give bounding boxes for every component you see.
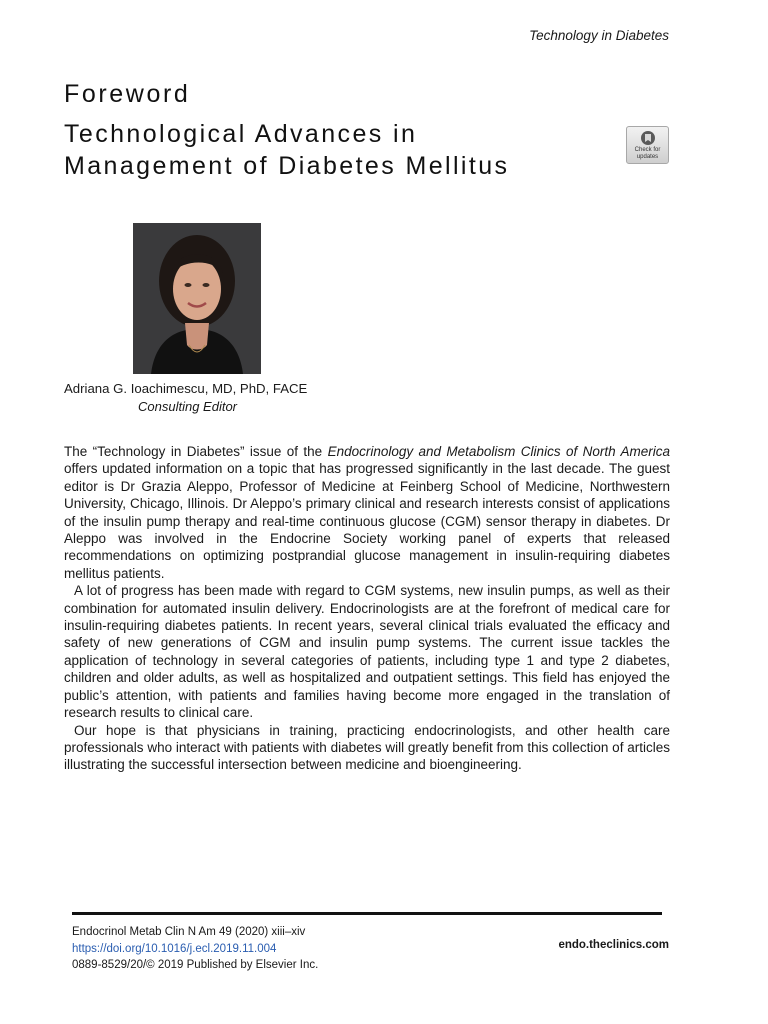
running-head: Technology in Diabetes xyxy=(529,28,669,43)
paragraph-1-intro: The “Technology in Diabetes” issue of the xyxy=(64,444,328,459)
paragraph-1-rest: offers updated information on a topic that has progressed significantly in the last decade. The guest editor is Dr Grazia Aleppo, Professor of Medicine at Feinberg School of Medicine, Northwestern University, Chicago, Illinois. Dr Aleppo’s primary clinical and research interests consist of applications of the insulin pump therapy and real-time continuous glucose (CGM) sensor therapy in diabetes. Dr Aleppo was involved in the Endocrine Society working panel of experts that released recommendations on optimizing postprandial glucose management in insulin-requiring diabetes mellitus patients. xyxy=(64,461,670,581)
article-title xyxy=(64,118,624,182)
article-body xyxy=(64,443,670,774)
site-link[interactable]: endo.theclinics.com xyxy=(558,939,669,951)
badge-label-line1: Check for xyxy=(634,147,661,153)
badge-label-line2: updates xyxy=(636,154,659,160)
check-for-updates-button[interactable] xyxy=(626,126,669,164)
journal-name: Endocrinology and Metabolism Clinics of North America xyxy=(327,444,670,459)
section-label: Foreword xyxy=(64,80,191,108)
author-name: Adriana G. Ioachimescu, MD, PhD, FACE xyxy=(64,381,308,396)
journal-citation: Endocrinol Metab Clin N Am 49 (2020) xiii–xiv xyxy=(72,926,306,938)
bookmark-badge-icon xyxy=(640,130,656,146)
title-line-1: Technological Advances in xyxy=(64,120,418,148)
title-line-2: Management of Diabetes Mellitus xyxy=(64,152,510,180)
paragraph-1 xyxy=(64,443,670,582)
author-photo xyxy=(133,223,261,374)
footer-citation-block xyxy=(72,924,318,974)
author-role: Consulting Editor xyxy=(138,399,237,414)
doi-link[interactable]: https://doi.org/10.1016/j.ecl.2019.11.004 xyxy=(72,942,277,955)
copyright-line: 0889-8529/20/© 2019 Published by Elsevier Inc. xyxy=(72,959,319,971)
paragraph-2: A lot of progress has been made with regard to CGM systems, new insulin pumps, as well as their combination for automated insulin delivery. Endocrinologists are at the forefront of medical care for insulin-requiring diabetes patients. In recent years, several clinical trials evaluated the efficacy and safety of new generations of CGM and insulin pump systems. The current issue tackles the application of technology in several categories of patients, including type 1 and type 2 diabetes, children and older adults, as well as hospitalized and outpatient settings. This field has enjoyed the public’s attention, with patients and families having become more engaged in the translation of research results to clinical care. xyxy=(64,583,670,721)
footer-divider xyxy=(72,912,662,915)
paragraph-3: Our hope is that physicians in training, practicing endocrinologists, and other health care professionals who interact with patients with diabetes will greatly benefit from this collection of articles illustrating the successful intersection between medicine and bioengineering. xyxy=(64,722,670,773)
